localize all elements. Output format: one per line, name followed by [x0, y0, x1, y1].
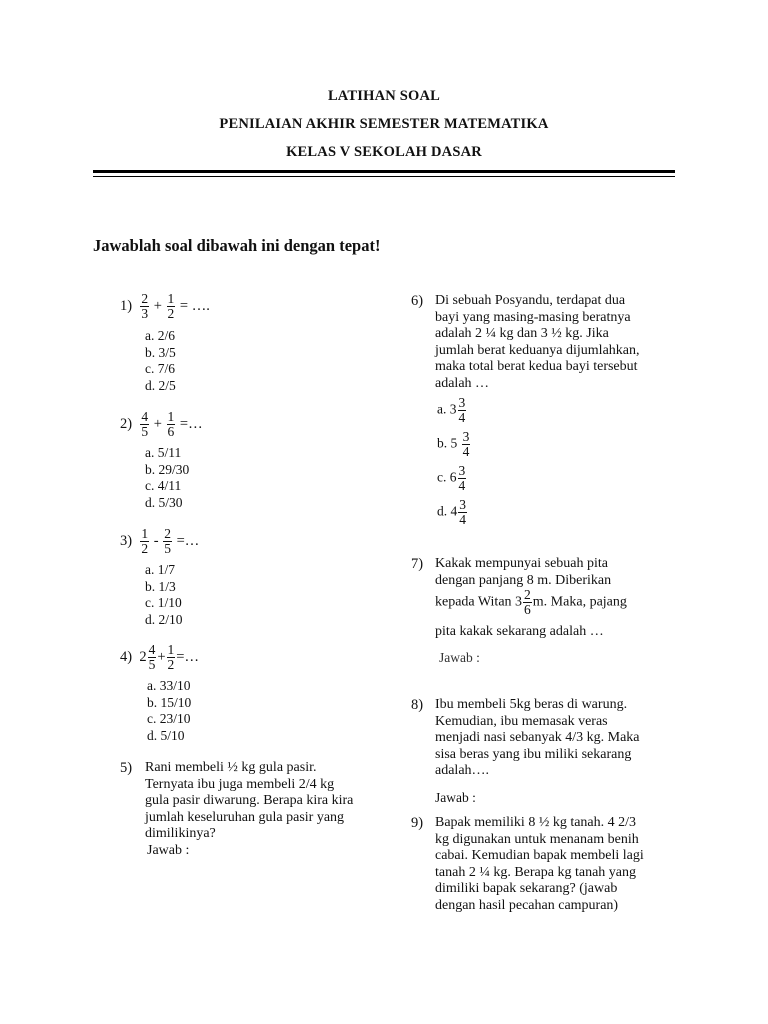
header-rule-thick [93, 170, 675, 173]
question-1-expression: 1) $\frac{2}{3}$ + $\frac{1}{2}$ = …. [120, 291, 210, 321]
question-9-text: Bapak memiliki 8 ½ kg tanah. 4 2/3 kg digunakan untuk menanam benih cabai. Kemudian bapak membeli lagi tanah 2 ¼ kg. Berapa kg tanah yang dimiliki bapak sekarang? (jawab dengan hasil pecahan campuran) [435, 815, 644, 913]
option: c. 23/10 [147, 711, 191, 727]
question-8-number: 8) [411, 697, 424, 713]
option: c. 6 $\frac{3}{4}$ [437, 463, 466, 493]
option: d. 2/5 [145, 377, 176, 393]
question-6-number: 6) [411, 293, 424, 309]
fraction: $\frac{3}{4}$ [462, 429, 470, 459]
option: c. 1/10 [145, 595, 182, 611]
option: a. 1/7 [145, 562, 175, 577]
question-4-expression: 4) 2 $\frac{4}{5}$ + $\frac{1}{2}$ =… [120, 642, 199, 672]
fraction: $\frac{2}{5}$ [164, 526, 171, 556]
title-line-2: PENILAIAN AKHIR SEMESTER MATEMATIKA [219, 116, 549, 132]
fraction: $\frac{3}{4}$ [458, 463, 466, 493]
question-7-number: 7) [411, 556, 424, 572]
fraction: $\frac{4}{5}$ [148, 642, 156, 672]
question-6-text: Di sebuah Posyandu, terdapat dua bayi yang masing-masing beratnya adalah 2 ¼ kg dan 3 ½ kg. Jika jumlah berat keduanya dijumlahkan, maka total berat kedua bayi tersebut adalah … [435, 293, 640, 391]
option: a. 2/6 [145, 328, 175, 343]
question-5-text: Rani membeli ½ kg gula pasir. Ternyata ibu juga membeli 2/4 kg gula pasir diwarung. Berapa kira kira jumlah keseluruhan gula pasir yang dimilikinya? Jawab : [145, 760, 377, 860]
question-3-expression: 3) $\frac{1}{2}$ - $\frac{2}{5}$ =… [120, 526, 200, 556]
option: b. 15/10 [147, 694, 192, 710]
fraction: $\frac{1}{2}$ [167, 291, 175, 321]
question-7-line: Kakak mempunyai sebuah pita [435, 556, 609, 571]
question-4-options [147, 678, 191, 744]
option: b. 3/5 [145, 344, 176, 360]
question-2-expression: 2) $\frac{4}{5}$ + $\frac{1}{6}$ =… [120, 409, 203, 439]
answer-label: Jawab : [439, 650, 480, 665]
option: c. 7/6 [145, 361, 175, 377]
answer-label: Jawab : [147, 842, 190, 858]
question-3-options [145, 562, 183, 628]
answer-label: Jawab : [435, 790, 476, 805]
instruction: Jawablah soal dibawah ini dengan tepat! [93, 236, 381, 255]
question-7-line: kepada Witan 3 $\frac{2}{6}$ m. Maka, pajang [435, 587, 627, 617]
option: b. 1/3 [145, 578, 176, 594]
option: b. 5 $\frac{3}{4}$ [437, 429, 470, 459]
option: d. 5/30 [145, 494, 183, 510]
title-line-3: KELAS V SEKOLAH DASAR [286, 144, 482, 160]
option: a. 5/11 [145, 445, 182, 460]
fraction: $\frac{1}{2}$ [141, 526, 149, 556]
fraction: $\frac{2}{6}$ [524, 587, 531, 617]
option: a. 3 $\frac{3}{4}$ [437, 395, 466, 425]
fraction: $\frac{1}{6}$ [167, 409, 175, 439]
option: d. 2/10 [145, 611, 183, 627]
option: c. 4/11 [145, 478, 182, 494]
question-2-options [145, 445, 189, 511]
question-7-line: dengan panjang 8 m. Diberikan [435, 573, 612, 588]
option: b. 29/30 [145, 461, 190, 477]
question-7-line: pita kakak sekarang adalah … [435, 624, 604, 639]
fraction: $\frac{3}{4}$ [459, 497, 466, 527]
option: d. 5/10 [147, 727, 185, 743]
fraction: $\frac{4}{5}$ [141, 409, 149, 439]
title-line-1: LATIHAN SOAL [327, 88, 441, 104]
fraction: $\frac{3}{4}$ [458, 395, 466, 425]
question-5-number: 5) [120, 760, 133, 776]
header-rule-thin [93, 176, 675, 177]
question-9-number: 9) [411, 815, 424, 831]
question-1-options [145, 328, 176, 394]
fraction: $\frac{2}{3}$ [141, 291, 149, 321]
fraction: $\frac{1}{2}$ [167, 642, 175, 672]
question-8-text: Ibu membeli 5kg beras di warung. Kemudian, ibu memasak veras menjadi nasi sebanyak 4/3 kg. Maka sisa beras yang ibu miliki sekarang adalah…. [435, 697, 640, 779]
option: a. 33/10 [147, 678, 191, 693]
option: d. 4 $\frac{3}{4}$ [437, 497, 466, 527]
